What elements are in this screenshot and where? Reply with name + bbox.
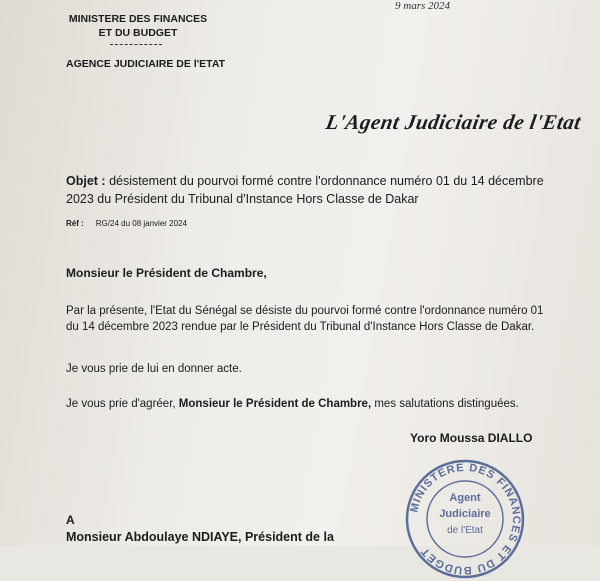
closing-pre: Je vous prie d'agréer, [66,398,179,410]
stamp-line2: Judiciaire [439,508,491,520]
closing-bold: Monsieur le Président de Chambre, [178,398,372,410]
agency-name: AGENCE JUDICIAIRE DE l'ETAT [66,58,226,70]
recipient-prefix: A [66,513,75,527]
objet-text: désistement du pourvoi formé contre l'ordonnance numéro 01 du 14 décembre 2023 du Président du Tribunal d'Instance Hors Classe de Dakar [66,174,544,206]
body-paragraph-2: Je vous prie de lui en donner acte. [66,363,242,375]
ref-value: RG/24 du 08 janvier 2024 [95,219,187,228]
stamp-line3: de l'Etat [447,525,483,536]
objet-line [66,172,546,208]
body-paragraph-1: Par la présente, l'Etat du Sénégal se désiste du pourvoi formé contre l'ordonnance numéro 01 du 14 décembre 2023 rendue par le Président du Tribunal d'Instance Hors Classe de Dakar. [66,305,544,333]
signer-name: Yoro Moussa DIALLO [410,431,533,445]
recipient-name: Monsieur Abdoulaye NDIAYE, Président de la [66,530,334,544]
official-seal-stamp [403,457,527,581]
stamp-line1: Agent [449,492,481,504]
ministry-header [68,12,208,40]
header-divider [110,44,162,45]
objet-label: Objet : [66,174,106,188]
stamp-ring-text: MINISTERE DES FINANCES ET DU BUDGET [408,461,523,577]
document-title: L'Agent Judiciaire de l'Etat [323,110,584,134]
date-stamp: 9 mars 2024 [395,0,451,12]
ministry-line1: MINISTERE DES FINANCES [68,13,208,25]
ref-label: Réf : [66,219,84,228]
closing-post: mes salutations distinguées. [371,398,519,410]
ministry-line2: ET DU BUDGET [98,27,178,39]
reference-line [66,219,187,228]
closing-paragraph [66,398,519,410]
salutation: Monsieur le Président de Chambre, [66,266,267,280]
